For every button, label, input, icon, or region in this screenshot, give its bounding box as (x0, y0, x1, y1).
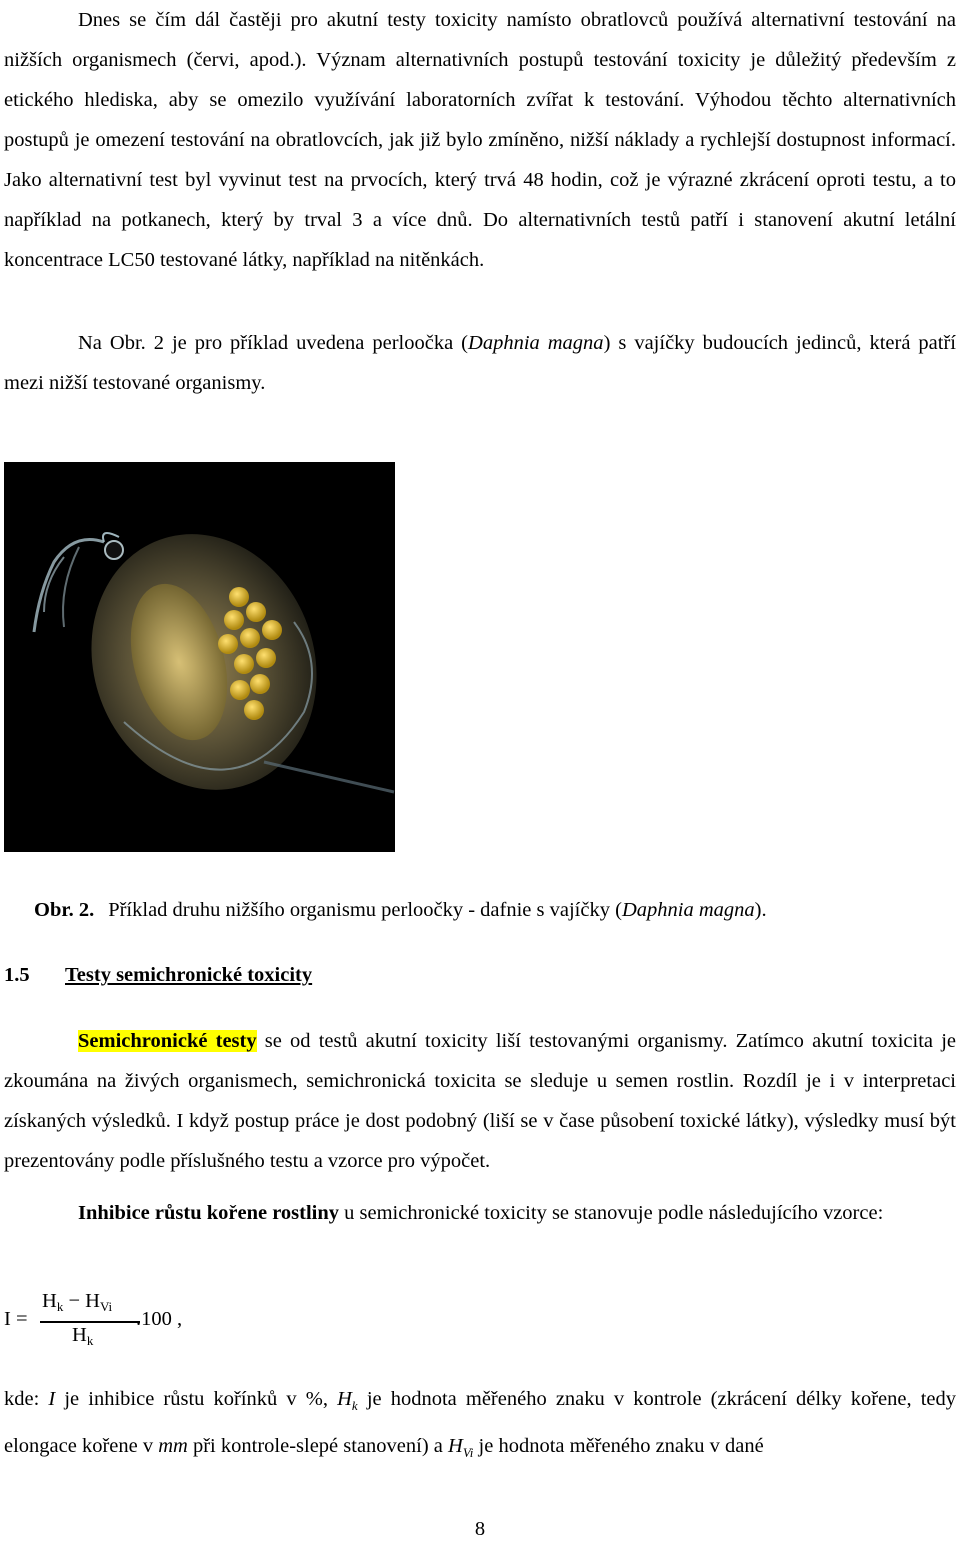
section-title: Testy semichronické toxicity (65, 964, 313, 986)
paragraph-figure-reference (4, 323, 956, 403)
paragraph-semichronic-tests (4, 1021, 956, 1181)
paragraph-alternative-testing: Dnes se čím dál častěji pro akutní testy toxicity namísto obratlovců používá alternativní testování na nižších organismech (červi, apod.). Význam alternativních postupů testování toxicity je důležitý především z etického hlediska, aby se omezilo využívání laboratorních zvířat k testování. Výhodou těchto alternativních postupů je omezení testování na obratlovcích, jak již bylo zmíněno, nižší náklady a rychlejší dostupnost informací. Jako alternativní test byl vyvinut test na prvocích, který trvá 48 hodin, což je výrazné zkrácení oproti testu, a to například na potkanech, který by trval 3 a více dnů. Do alternativních testů patří i stanovení akutní letální koncentrace LC50 testované látky, například na nitěnkách. (4, 9, 956, 271)
formula-lhs: I = (4, 1308, 28, 1330)
formula-numerator (42, 1290, 112, 1315)
formula-multiplier: .100 , (136, 1308, 183, 1330)
unit: mm (158, 1435, 188, 1458)
bold-term: Inhibice růstu kořene rostliny (78, 1202, 340, 1224)
formula-subscript: Vi (99, 1299, 113, 1314)
variable: H (448, 1435, 463, 1458)
text-run: je inhibice růstu kořínků v %, (55, 1388, 338, 1410)
formula-operator: − (63, 1290, 86, 1312)
text-run: kde: (4, 1388, 49, 1410)
variable: I (48, 1388, 56, 1410)
formula-subscript: k (86, 1333, 94, 1348)
daphnia-illustration (4, 462, 395, 852)
text-run: je hodnota měřeného znaku v dané (473, 1435, 764, 1458)
caption-text-end: ). (754, 899, 767, 921)
page-number: 8 (474, 1518, 486, 1540)
formula-denominator (72, 1324, 93, 1349)
formula-symbol: H (85, 1290, 100, 1312)
text-run: při kontrole-slepé stanovení) a (187, 1435, 449, 1458)
section-number: 1.5 (4, 964, 30, 986)
variable: H (337, 1388, 352, 1410)
caption-text: Příklad druhu nižšího organismu perloočky - dafnie s vajíčky ( (108, 899, 622, 921)
daphnia-photo (4, 462, 395, 852)
figure-caption (34, 895, 767, 925)
formula-subscript: k (56, 1299, 64, 1314)
formula-symbol: H (42, 1290, 57, 1312)
text-run: u semichronické toxicity se stanovuje podle následujícího vzorce: (339, 1202, 884, 1224)
formula-symbol: H (72, 1324, 87, 1346)
inhibition-formula (4, 1290, 304, 1360)
section-heading (4, 960, 312, 990)
text-run: je hodnota měřeného znaku v kontrole (zkrácení délky kořene, tedy elongace kořene v (4, 1388, 957, 1458)
variable-subscript: k (351, 1398, 358, 1414)
variable-subscript: Vi (462, 1445, 474, 1461)
paragraph-formula-legend (4, 1379, 956, 1473)
text-run: ) s vajíčky budoucích jedinců, která patří mezi nižší testované organismy. (4, 332, 956, 394)
text-run: se od testů akutní toxicity liší testovanými organismy. Zatímco akutní toxicita je zkoumána na živých organismech, semichronická toxicita se sleduje u semen rostlin. Rozdíl je i v interpretaci získaných výsledků. I když postup práce je dost podobný (liší se v čase působení toxické látky), výsledky musí být prezentovány podle příslušného testu a vzorce pro výpočet. (4, 1030, 956, 1172)
species-name: Daphnia magna (468, 332, 604, 354)
caption-species: Daphnia magna (621, 899, 755, 921)
highlighted-term: Semichronické testy (78, 1030, 257, 1052)
paragraph-root-inhibition (4, 1193, 956, 1233)
fraction-bar (40, 1321, 140, 1323)
caption-label: Obr. 2. (34, 899, 95, 921)
text-run: Na Obr. 2 je pro příklad uvedena perloočka ( (78, 332, 469, 354)
